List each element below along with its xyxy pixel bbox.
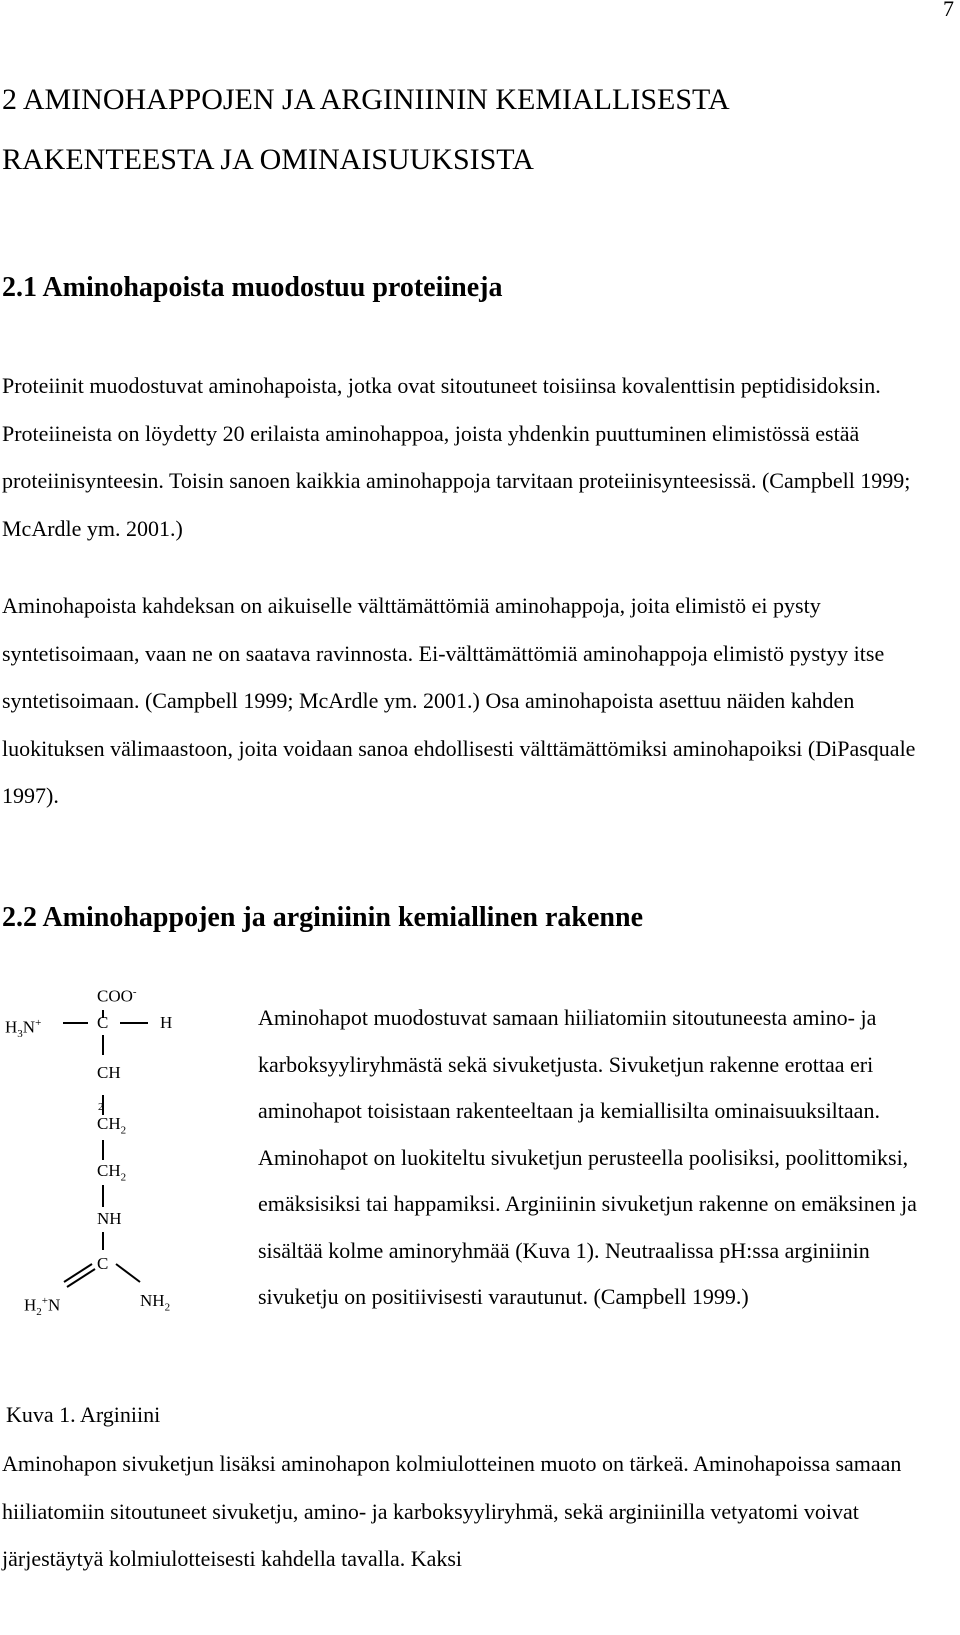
hydrogen-label: H (160, 1013, 173, 1032)
figure-caption: Kuva 1. Arginiini (6, 1402, 161, 1427)
page-number: 7 (943, 0, 954, 21)
amine-label: $NH_2$ (140, 1291, 171, 1314)
paragraph-essential-amino-acids: Aminohapoista kahdeksan on aikuiselle välttämättömiä aminohappoja, joita elimistö ei pysty syntetisoimaan, vaan ne on saatava ravinnosta. Ei-välttämättömiä aminohappoja elimistö pystyy itse syntetisoimaan. (Campbell 1999; McArdle ym. 2001.) Osa aminohapoista asettuu näiden kahden luokituksen välimaastoon, joita voidaan sanoa ehdollisesti välttämättömiksi aminohapoiksi (DiPasquale 1997). (2, 593, 916, 808)
iminium-label: $H_2^+N$ (24, 1295, 61, 1319)
subscript-two-label: 2 (98, 1101, 104, 1113)
ch2-label-2: $CH_2$ (97, 1161, 127, 1184)
guanidino-carbon-label: C (97, 1254, 109, 1273)
chapter-heading-line1: 2 AMINOHAPPOJEN JA ARGINIININ KEMIALLISESTA (2, 83, 730, 116)
paragraph-amino-acid-structure: Aminohapot muodostuvat samaan hiiliatomiin sitoutuneesta amino- ja karboksyyliryhmästä sekä sivuketjusta. Sivuketjun rakenne erottaa eri aminohapot toisistaan rakenteeltaan ja kemiallisilta ominaisuuksiltaan. Aminohapot on luokiteltu sivuketjun perusteella poolisiksi, poolittomiksi, emäksisiksi tai happamiksi. Arginiinin sivuketjun rakenne on emäksinen ja sisältää kolme aminoryhmää (Kuva 1). Neutraalissa pH:ssa arginiinin sivuketju on positiivisesti varautunut. (Campbell 1999.) (258, 1005, 917, 1309)
chapter-heading (2, 70, 730, 190)
chapter-heading-line2: RAKENTEESTA JA OMINAISUUKSISTA (2, 143, 534, 176)
ch2-label-1: $CH_2$ (97, 1114, 127, 1137)
section-heading-2-1: 2.1 Aminohapoista muodostuu proteiineja (2, 272, 503, 303)
alpha-carbon-label: C (97, 1013, 109, 1032)
nh-label: NH (97, 1209, 122, 1228)
arginine-structure-figure (0, 986, 250, 1450)
paragraph-three-dimensional-shape: Aminohapon sivuketjun lisäksi aminohapon kolmiulotteinen muoto on tärkeä. Aminohapoissa samaan hiiliatomiin sitoutuneet sivuketju, amino- ja karboksyyliryhmä, sekä arginiinilla vetyatomi voivat järjestäytyä kolmiulotteisesti kahdella tavalla. Kaksi (2, 1451, 902, 1571)
paragraph-proteins: Proteiinit muodostuvat aminohapoista, jotka ovat sitoutuneet toisiinsa kovalenttisin peptidisidoksin. Proteiineista on löydetty 20 erilaista aminohappoa, joista yhdenkin puuttuminen elimistössä estää proteiinisynteesin. Toisin sanoen kaikkia aminohappoja tarvitaan proteiinisynteesissä. (Campbell 1999; McArdle ym. 2001.) (2, 373, 911, 541)
bond-lines (0, 1010, 250, 1450)
ammonium-label: $H_3N^+$ (5, 1017, 42, 1041)
carboxylate-label: COO- (97, 986, 137, 1006)
ch-label: CH (97, 1063, 121, 1082)
section-heading-2-2: 2.2 Aminohappojen ja arginiinin kemiallinen rakenne (2, 902, 643, 933)
